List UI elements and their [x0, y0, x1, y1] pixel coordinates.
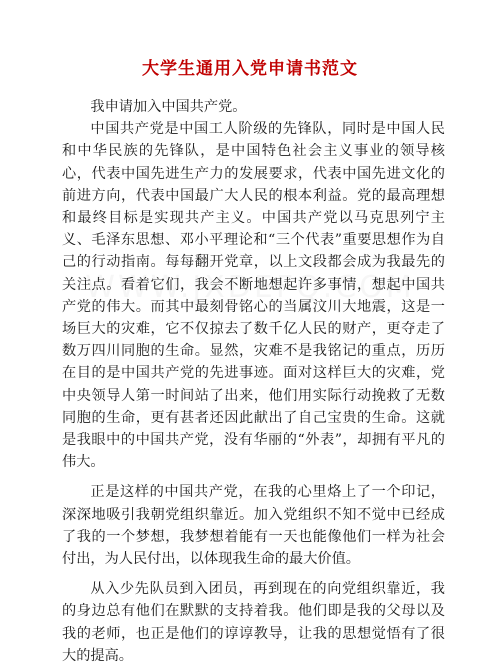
paragraph-opening: 我申请加入中国共产党。: [90, 99, 247, 115]
document-title: 大学生通用入党申请书范文: [142, 59, 358, 79]
paragraph-dream: 正是这样的中国共产党，在我的心里烙上了一个印记，深深地吸引我朝党组织靠近。加入党组织不知不觉中已经成了我的一个梦想，我梦想着能有一天也能像他们一样为社会付出，为人民付出，以体现我生命的最大价值。: [62, 484, 445, 568]
paragraph-party-description: 中国共产党是中国工人阶级的先锋队，同时是中国人民和中华民族的先锋队，是中国特色社会主义事业的领导核心，代表中国先进生产力的发展要求，代表中国先进文化的前进方向，代表中国最广大人民的根本利益。党的最高理想和最终目标是实现共产主义。中国共产党以马克思列宁主义、毛泽东思想、邓小平理论和“三个代表”重要思想作为自己的行动指南。每每翻开党章，以上文段都会成为我最先的关注点。看着它们，我会不断地想起许多事情，想起中国共产党的伟大。而其中最刻骨铭心的当属汶川大地震，这是一场巨大的灾难，它不仅掠去了数千亿人民的财产，更夺走了数万四川同胞的生命。显然，灾难不是我铭记的重点，历历在目的是中国共产党的先进事迹。面对这样巨大的灾难，党中央领导人第一时间站了出来，他们用实际行动挽救了无数同胞的生命，更有甚者还因此献出了自己宝贵的生命。这就是我眼中的中国共产党，没有华丽的“外表”，却拥有平凡的伟大。: [62, 121, 445, 471]
paragraph-support: 从入少先队员到入团员，再到现在的向党组织靠近，我的身边总有他们在默默的支持着我。他们即是我的父母以及我的老师，也正是他们的谆谆教导，让我的思想觉悟有了很大的提高。: [62, 581, 445, 664]
document-body: [62, 96, 445, 667]
